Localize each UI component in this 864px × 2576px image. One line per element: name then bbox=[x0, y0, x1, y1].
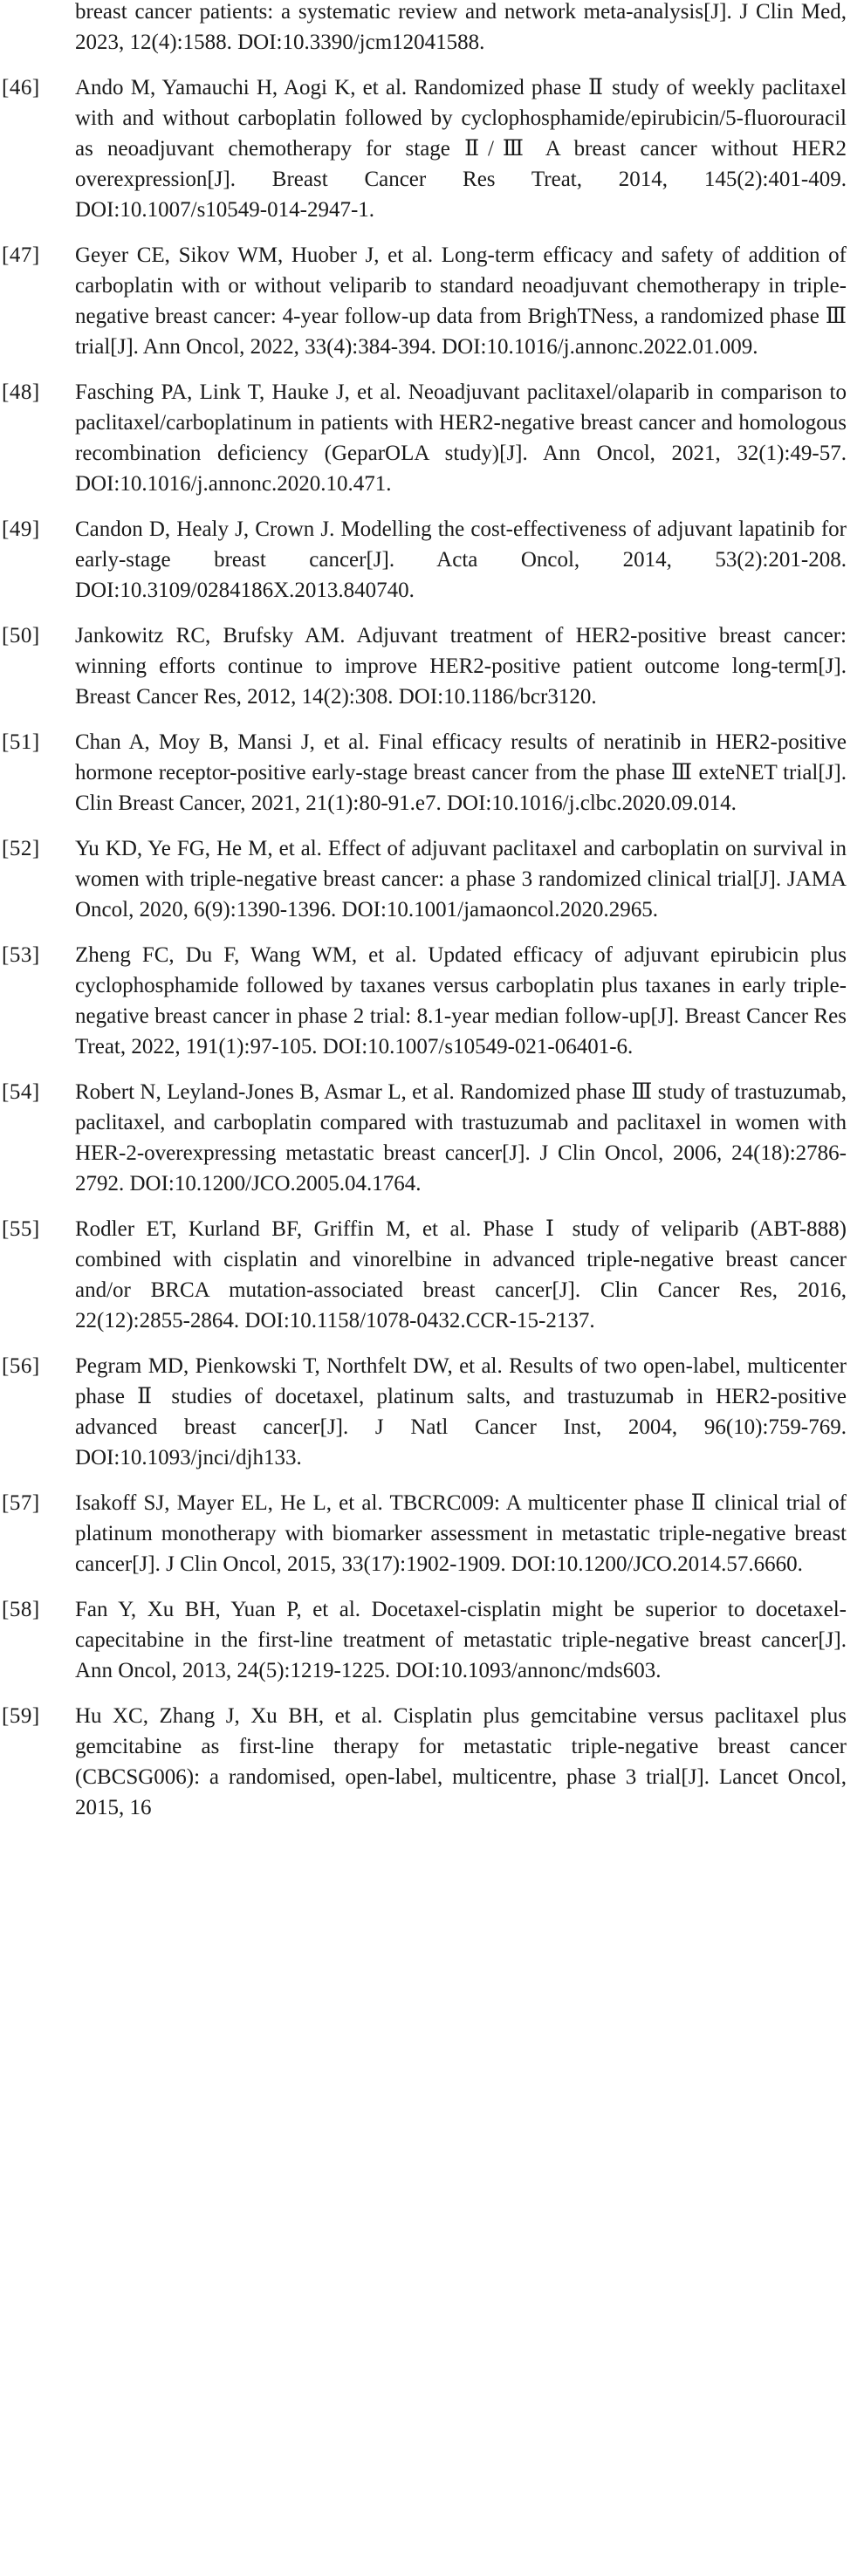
reference-number: [46] bbox=[2, 76, 40, 99]
reference-number: [57] bbox=[2, 1491, 40, 1515]
reference-entry-55 bbox=[0, 1214, 847, 1336]
reference-number: [59] bbox=[2, 1704, 40, 1728]
reference-number: [58] bbox=[2, 1598, 40, 1621]
reference-entry-58 bbox=[0, 1594, 847, 1686]
reference-entry-52 bbox=[0, 833, 847, 925]
reference-text: Pegram MD, Pienkowski T, Northfelt DW, et al. Results of two open-label, multicenter phase Ⅱ studies of docetaxel, platinum salts, and trastuzumab in HER2-positive advanced breast cancer[J]. J Natl Cancer Inst, 2004, 96(10):759-769. DOI:10.1093/jnci/djh133. bbox=[75, 1354, 847, 1470]
reference-text: Geyer CE, Sikov WM, Huober J, et al. Long-term efficacy and safety of addition of carboplatin with or without veliparib to standard neoadjuvant chemotherapy in triple-negative breast cancer: 4-year follow-up data from BrighTNess, a randomized phase Ⅲ trial[J]. Ann Oncol, 2022, 33(4):384-394. DOI:10.1016/j.annonc.2022.01.009. bbox=[75, 243, 847, 359]
reference-text: Chan A, Moy B, Mansi J, et al. Final efficacy results of neratinib in HER2-positive hormone receptor-positive early-stage breast cancer from the phase Ⅲ exteNET trial[J]. Clin Breast Cancer, 2021, 21(1):80-91.e7. DOI:10.1016/j.clbc.2020.09.014. bbox=[75, 730, 847, 815]
reference-text: Rodler ET, Kurland BF, Griffin M, et al. Phase Ⅰ study of veliparib (ABT-888) combined with cisplatin and vinorelbine in advanced triple-negative breast cancer and/or BRCA mutation-associated breast cancer[J]. Clin Cancer Res, 2016, 22(12):2855-2864. DOI:10.1158/1078-0432.CCR-15-2137. bbox=[75, 1217, 847, 1333]
reference-entry-48 bbox=[0, 377, 847, 499]
reference-entry-49 bbox=[0, 514, 847, 606]
reference-text: Fan Y, Xu BH, Yuan P, et al. Docetaxel-cisplatin might be superior to docetaxel-capecitabine in the first-line treatment of metastatic triple-negative breast cancer[J]. Ann Oncol, 2013, 24(5):1219-1225. DOI:10.1093/annonc/mds603. bbox=[75, 1598, 847, 1682]
reference-text: Zheng FC, Du F, Wang WM, et al. Updated efficacy of adjuvant epirubicin plus cyclophosphamide followed by taxanes versus carboplatin plus taxanes in early triple-negative breast cancer in phase 2 trial: 8.1-year median follow-up[J]. Breast Cancer Res Treat, 2022, 191(1):97-105. DOI:10.1007/s10549-021-06401-6. bbox=[75, 943, 847, 1058]
reference-entry-46 bbox=[0, 72, 847, 225]
reference-entry-50 bbox=[0, 620, 847, 712]
reference-text: Robert N, Leyland-Jones B, Asmar L, et al. Randomized phase Ⅲ study of trastuzumab, paclitaxel, and carboplatin compared with trastuzumab and paclitaxel in women with HER-2-overexpressing metastatic breast cancer[J]. J Clin Oncol, 2006, 24(18):2786-2792. DOI:10.1200/JCO.2005.04.1764. bbox=[75, 1080, 847, 1196]
reference-number: [55] bbox=[2, 1217, 40, 1241]
reference-number: [47] bbox=[2, 243, 40, 267]
reference-entry-53 bbox=[0, 940, 847, 1062]
reference-entry-47 bbox=[0, 240, 847, 362]
reference-entry-51 bbox=[0, 727, 847, 819]
reference-text: Candon D, Healy J, Crown J. Modelling the cost-effectiveness of adjuvant lapatinib for early-stage breast cancer[J]. Acta Oncol, 2014, 53(2):201-208. DOI:10.3109/0284186X.2013.840740. bbox=[75, 517, 847, 602]
reference-text: Fasching PA, Link T, Hauke J, et al. Neoadjuvant paclitaxel/olaparib in comparison to paclitaxel/carboplatinum in patients with HER2-negative breast cancer and homologous recombination deficiency (GeparOLA study)[J]. Ann Oncol, 2021, 32(1):49-57. DOI:10.1016/j.annonc.2020.10.471. bbox=[75, 380, 847, 496]
reference-entry-56 bbox=[0, 1351, 847, 1473]
reference-number: [51] bbox=[2, 730, 40, 754]
reference-entry-57 bbox=[0, 1488, 847, 1579]
reference-number: [52] bbox=[2, 837, 40, 860]
reference-entry-54 bbox=[0, 1077, 847, 1199]
reference-text: Hu XC, Zhang J, Xu BH, et al. Cisplatin plus gemcitabine versus paclitaxel plus gemcitabine as first-line therapy for metastatic triple-negative breast cancer (CBCSG006): a randomised, open-label, multicentre, phase 3 trial[J]. Lancet Oncol, 2015, 16 bbox=[75, 1704, 847, 1819]
reference-number: [54] bbox=[2, 1080, 40, 1104]
reference-text: Yu KD, Ye FG, He M, et al. Effect of adjuvant paclitaxel and carboplatin on survival in women with triple-negative breast cancer: a phase 3 randomized clinical trial[J]. JAMA Oncol, 2020, 6(9):1390-1396. DOI:10.1001/jamaoncol.2020.2965. bbox=[75, 837, 847, 921]
reference-text: Ando M, Yamauchi H, Aogi K, et al. Randomized phase Ⅱ study of weekly paclitaxel with and without carboplatin followed by cyclophosphamide/epirubicin/5-fluorouracil as neoadjuvant chemotherapy for stage Ⅱ/Ⅲ A breast cancer without HER2 overexpression[J]. Breast Cancer Res Treat, 2014, 145(2):401-409. DOI:10.1007/s10549-014-2947-1. bbox=[75, 76, 847, 222]
reference-number: [49] bbox=[2, 517, 40, 541]
reference-text: Jankowitz RC, Brufsky AM. Adjuvant treatment of HER2-positive breast cancer: winning efforts continue to improve HER2-positive patient outcome long-term[J]. Breast Cancer Res, 2012, 14(2):308. DOI:10.1186/bcr3120. bbox=[75, 624, 847, 709]
reference-number: [48] bbox=[2, 380, 40, 404]
reference-number: [50] bbox=[2, 624, 40, 647]
reference-number: [56] bbox=[2, 1354, 40, 1378]
reference-continuation: breast cancer patients: a systematic review and network meta-analysis[J]. J Clin Med, 2023, 12(4):1588. DOI:10.3390/jcm12041588. bbox=[75, 0, 847, 54]
reference-entry-59 bbox=[0, 1701, 847, 1823]
reference-number: [53] bbox=[2, 943, 40, 967]
reference-text: Isakoff SJ, Mayer EL, He L, et al. TBCRC009: A multicenter phase Ⅱ clinical trial of platinum monotherapy with biomarker assessment in metastatic triple-negative breast cancer[J]. J Clin Oncol, 2015, 33(17):1902-1909. DOI:10.1200/JCO.2014.57.6660. bbox=[75, 1491, 847, 1576]
